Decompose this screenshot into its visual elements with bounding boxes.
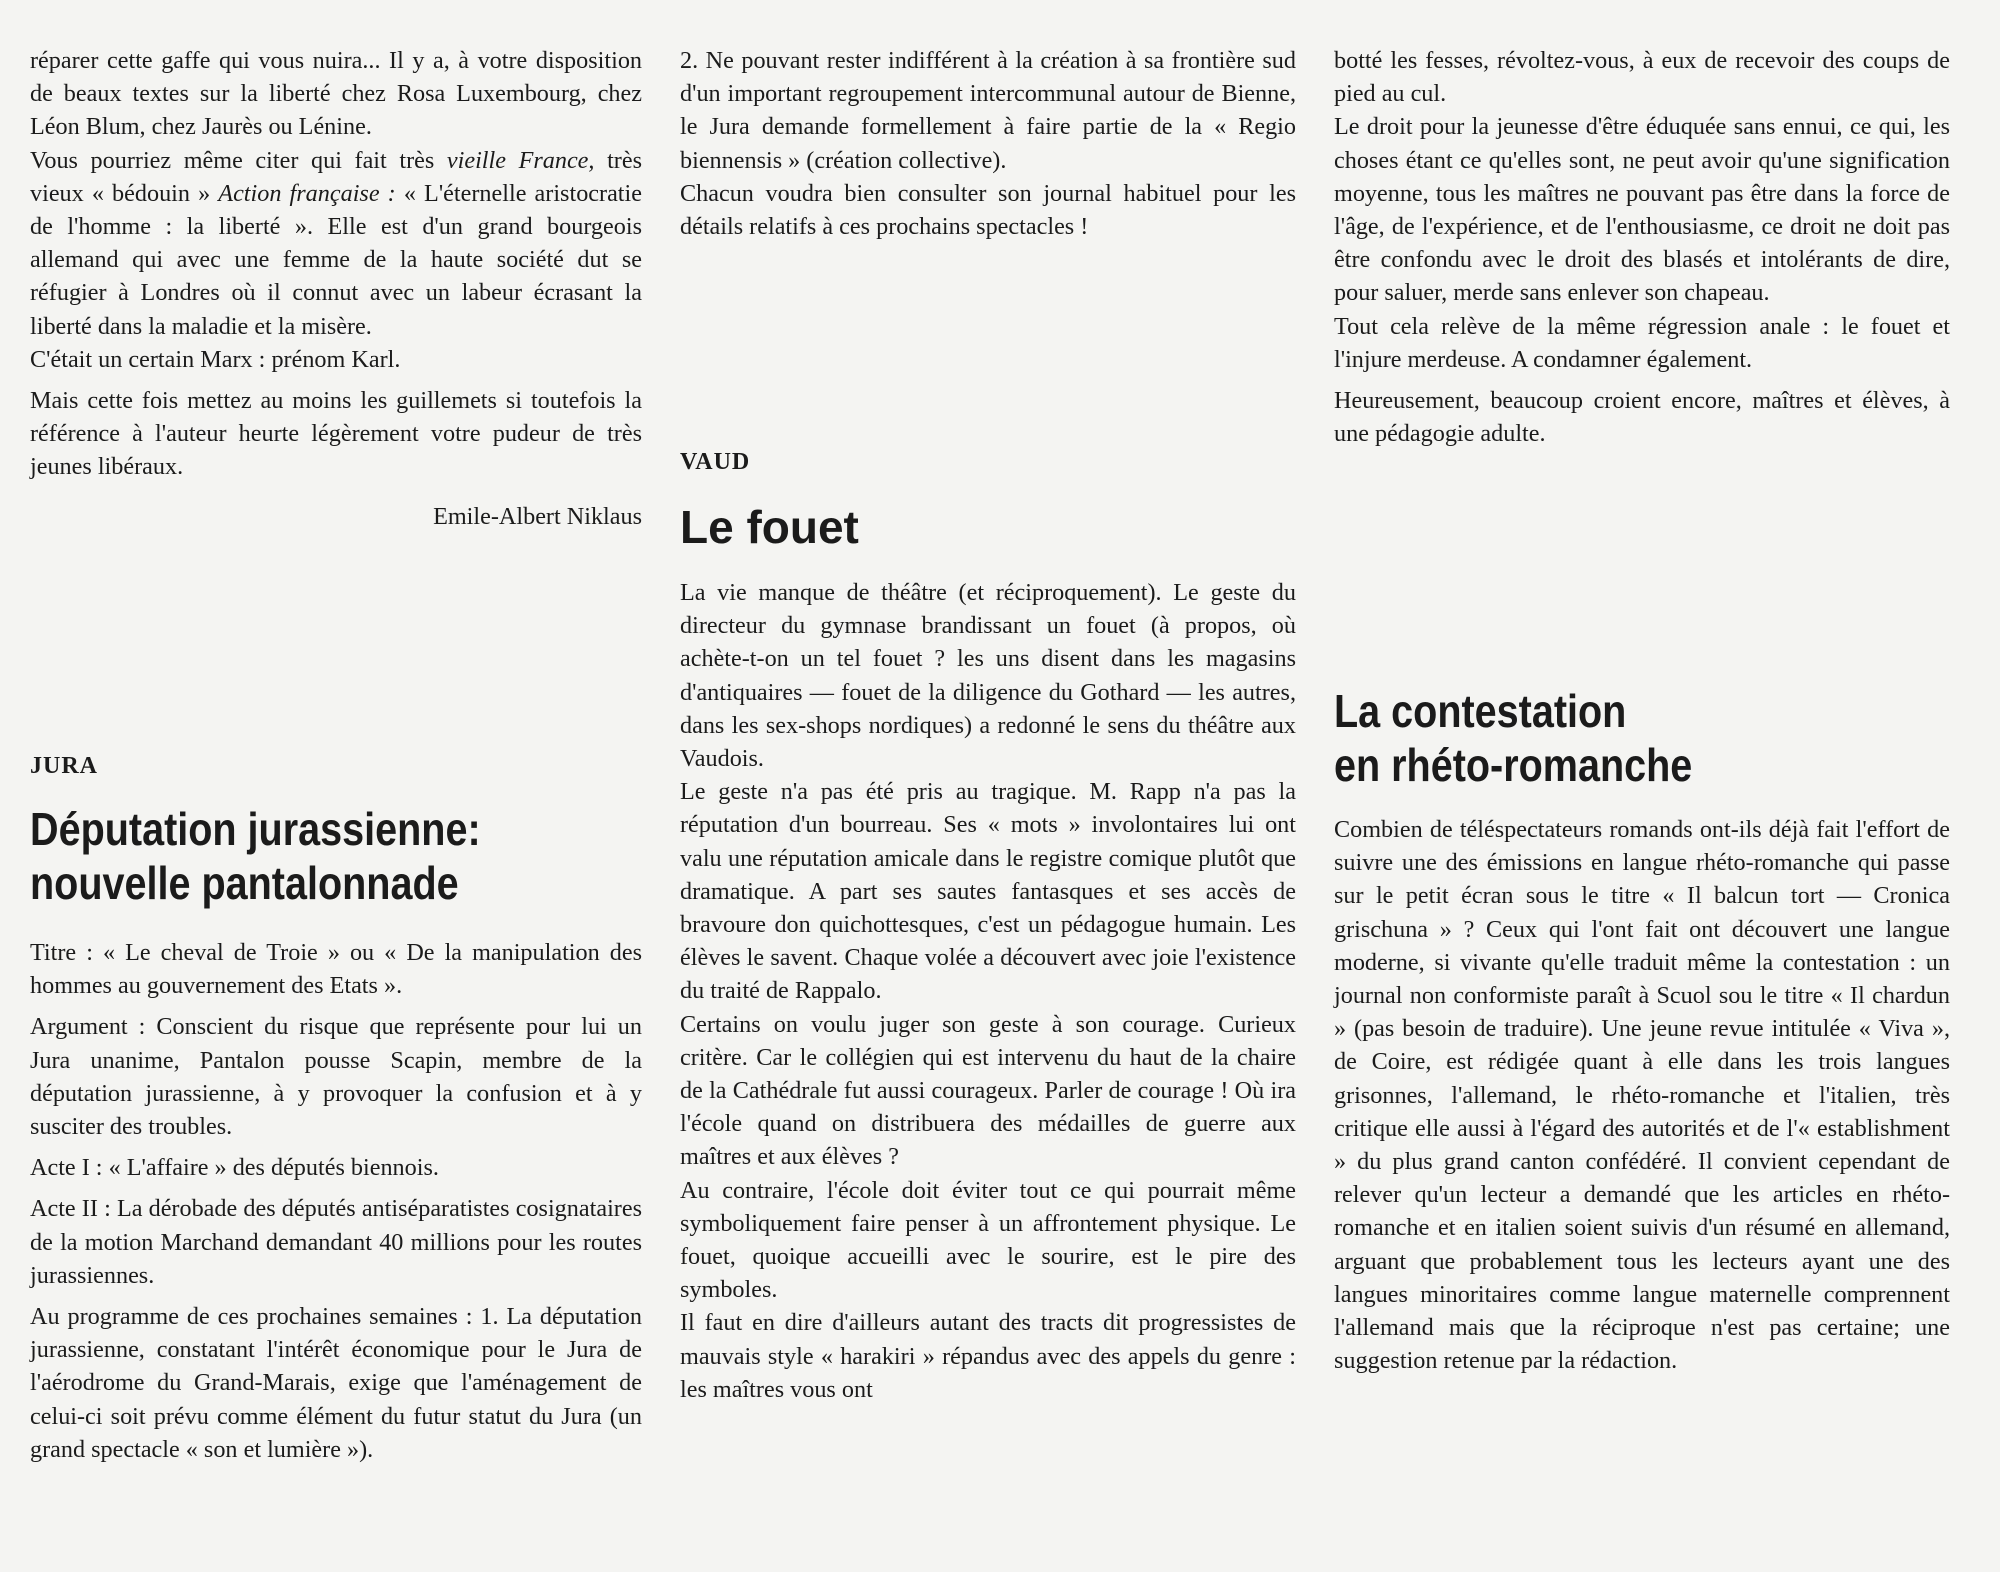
paragraph: Il faut en dire d'ailleurs autant des tracts dit progressistes de mauvais style « harakiri » répandus avec des appels du genre : les maîtres vous ont <box>680 1309 1296 1403</box>
text-run: « L'éternelle aristocratie de l'homme : la liberté ». Elle est d'un grand bourgeois allemand qui avec une femme de la haute société dut se réfugier à Londres où il connut avec un labeur écrasant la liberté dans la maladie et la misère. <box>30 179 642 340</box>
paragraph: La vie manque de théâtre (et réciproquement). Le geste du directeur du gymnase brandissant un fouet (à propos, où achète-t-on un tel fouet ? les uns disent dans les magasins d'antiquaires — fouet de la diligence du Gothard — les autres, dans les sex-shops nordiques) a redonné le sens du théâtre aux Vaudois. <box>680 579 1296 773</box>
paragraph: Au programme de ces prochaines semaines : 1. La députation jurassienne, constatant l'intérêt économique pour le Jura de l'aérodrome du Grand-Marais, exige que l'aménagement de celui-ci soit prévu comme élément du futur statut du Jura (un grand spectacle « son et lumière »). <box>30 1303 642 1463</box>
article-body-vaud <box>680 576 1296 1406</box>
section-kicker-jura: JURA <box>30 753 98 779</box>
paragraph: Tout cela relève de la même régression anale : le fouet et l'injure merdeuse. A condamner également. <box>1334 312 1950 373</box>
paragraph: C'était un certain Marx : prénom Karl. <box>30 345 401 373</box>
headline-romanche: La contestation en rhéto-romanche <box>1334 685 1693 791</box>
paragraph: Le droit pour la jeunesse d'être éduquée sans ennui, ce qui, les choses étant ce qu'elles sont, ne peut avoir qu'une signification moyenne, tous les maîtres ne pouvant pas être dans la force de l'âge, de l'expérience, et de l'enthousiasme, ce droit ne doit pas être confondu avec le droit des blasés et intolérants de dire, pour saluer, merde sans enlever son chapeau. <box>1334 113 1950 307</box>
column-2-continuation <box>680 44 1296 243</box>
paragraph: Mais cette fois mettez au moins les guillemets si toutefois la référence à l'auteur heurte légèrement votre pudeur de très jeunes libéraux. <box>30 387 642 481</box>
paragraph: réparer cette gaffe qui vous nuira... Il y a, à votre disposition de beaux textes sur la liberté chez Rosa Luxembourg, chez Léon Blum, chez Jaurès ou Lénine. <box>30 47 642 141</box>
paragraph: Chacun voudra bien consulter son journal habituel pour les détails relatifs à ces prochains spectacles ! <box>680 179 1296 241</box>
paragraph: Acte II : La dérobade des députés antiséparatistes cosignataires de la motion Marchand demandant 40 millions pour les routes jurassiennes. <box>30 1195 642 1289</box>
paragraph: Au contraire, l'école doit éviter tout ce qui pourrait même symboliquement faire penser à un affrontement physique. Le fouet, quoique accueilli avec le sourire, est le pire des symboles. <box>680 1176 1296 1304</box>
column-1-continuation <box>30 44 642 533</box>
italic-text: vieille France, <box>446 146 595 174</box>
paragraph <box>30 144 642 343</box>
text-run: très vieux « bédouin » <box>30 146 642 207</box>
text-run: Vous pourriez même citer qui fait très <box>30 146 447 174</box>
paragraph: Titre : « Le cheval de Troie » ou « De la manipulation des hommes au gouvernement des Etats ». <box>30 939 642 1000</box>
headline-vaud: Le fouet <box>680 501 859 553</box>
paragraph: 2. Ne pouvant rester indifférent à la création à sa frontière sud d'un important regroupement intercommunal autour de Bienne, le Jura demande formellement à faire partie de la « Regio biennensis » (création collective). <box>680 47 1296 174</box>
author-signature: Emile-Albert Niklaus <box>433 502 642 530</box>
column-3-continuation <box>1334 44 1950 450</box>
article-body-romanche <box>1334 813 1950 1377</box>
paragraph: Certains on voulu juger son geste à son courage. Curieux critère. Car le collégien qui est intervenu du haut de la chaire de la Cathédrale fut aussi courageux. Parler de courage ! Où ira l'école quand on distribuera des médailles de guerre aux maîtres et aux élèves ? <box>680 1010 1296 1171</box>
paragraph: Acte I : « L'affaire » des députés biennois. <box>30 1154 439 1182</box>
section-kicker-vaud: VAUD <box>680 449 751 475</box>
headline-jura: Députation jurassienne: nouvelle pantalonnade <box>30 803 481 909</box>
italic-text: Action française : <box>218 179 396 207</box>
paragraph: Argument : Conscient du risque que représente pour lui un Jura unanime, Pantalon pousse Scapin, membre de la députation jurassienne, à y provoquer la confusion et à y susciter des troubles. <box>30 1013 642 1141</box>
paragraph: Combien de téléspectateurs romands ont-ils déjà fait l'effort de suivre une des émissions en langue rhéto-romanche qui passe sur le petit écran sous le titre « Il balcun tort — Cronica grischuna » ? Ceux qui l'ont fait ont découvert une langue moderne, si vivante qu'elle traduit même la contestation : un journal non conformiste paraît à Scuol sou le titre « Il chardun » (pas besoin de traduire). Une jeune revue intitulée « Viva », de Coire, est rédigée quant à elle dans les trois langues grisonnes, l'allemand, le rhéto-romanche et l'italien, très critique elle aussi à l'égard des autorités et de l'« establishment » du plus grand canton confédéré. Il convient cependant de relever qu'un lecteur a demandé que les articles en rhéto-romanche et en italien soient suivis d'un résumé en allemand, arguant que probablement tous les lecteurs ayant une des langues minoritaires comme langue maternelle comprennent l'allemand mais que la réciproque n'est pas certaine; une suggestion retenue par la rédaction. <box>1334 816 1950 1375</box>
paragraph: Le geste n'a pas été pris au tragique. M. Rapp n'a pas la réputation d'un bourreau. Ses « mots » involontaires lui ont valu une réputation amicale dans le registre comique plutôt que dramatique. A part ses sautes fantasques et ses accès de bravoure don quichottesques, c'est un pédagogue humain. Les élèves le savent. Chaque volée a découvert avec joie l'existence du traité de Rappalo. <box>680 778 1296 1005</box>
paragraph: Heureusement, beaucoup croient encore, maîtres et élèves, à une pédagogie adulte. <box>1334 387 1950 448</box>
article-body-jura <box>30 936 642 1466</box>
paragraph: botté les fesses, révoltez-vous, à eux de recevoir des coups de pied au cul. <box>1334 47 1950 108</box>
